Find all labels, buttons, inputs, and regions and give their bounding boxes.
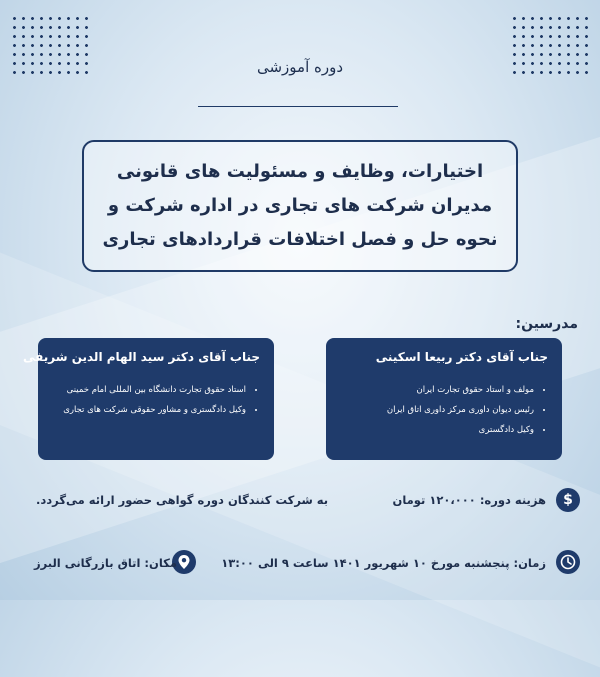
- teacher-bullets: [336, 380, 548, 440]
- teacher-name: جناب آقای دکتر ربیعا اسکینی: [375, 350, 548, 364]
- clock-icon: [556, 550, 580, 574]
- course-title-line: نحوه حل و فصل اختلافات قراردادهای تجاری: [102, 229, 498, 250]
- course-label: دوره آموزشی: [256, 58, 344, 76]
- place-text: مکان: اتاق بازرگانی البرز: [34, 556, 177, 570]
- course-title-line: اختیارات، وظایف و مسئولیت های قانونی: [116, 161, 484, 182]
- fee-text: هزینه دوره: ۱۲۰،۰۰۰ تومان: [392, 493, 546, 507]
- teacher-bullet: • وکیل دادگستری و مشاور حقوقی شرکت های تجاری: [48, 400, 246, 420]
- teacher-card: [326, 338, 562, 460]
- divider: [198, 106, 398, 107]
- teacher-bullets: [48, 380, 260, 420]
- certificate-text: به شرکت کنندگان دوره گواهی حضور ارائه می‌گردد.: [36, 493, 329, 507]
- course-title-box: [82, 140, 518, 272]
- teacher-bullet: • وکیل دادگستری: [336, 420, 534, 440]
- course-title-line: مدیران شرکت های تجاری در اداره شرکت و: [107, 195, 493, 216]
- time-text: زمان: پنجشنبه مورخ ۱۰ شهریور ۱۴۰۱ ساعت ۹ الی ۱۳:۰۰: [221, 556, 546, 570]
- dollar-icon: $: [556, 488, 580, 512]
- teachers-heading: مدرسین:: [515, 316, 578, 332]
- teacher-card: [22, 338, 274, 460]
- teacher-bullet: • رئیس دیوان داوری مرکز داوری اتاق ایران: [336, 400, 534, 420]
- teacher-bullet: • مولف و استاد حقوق تجارت ایران: [336, 380, 534, 400]
- teacher-bullet: • استاد حقوق تجارت دانشگاه بین المللی امام خمینی: [48, 380, 246, 400]
- teacher-name: جناب آقای دکتر سید الهام الدین شریفی: [22, 350, 260, 364]
